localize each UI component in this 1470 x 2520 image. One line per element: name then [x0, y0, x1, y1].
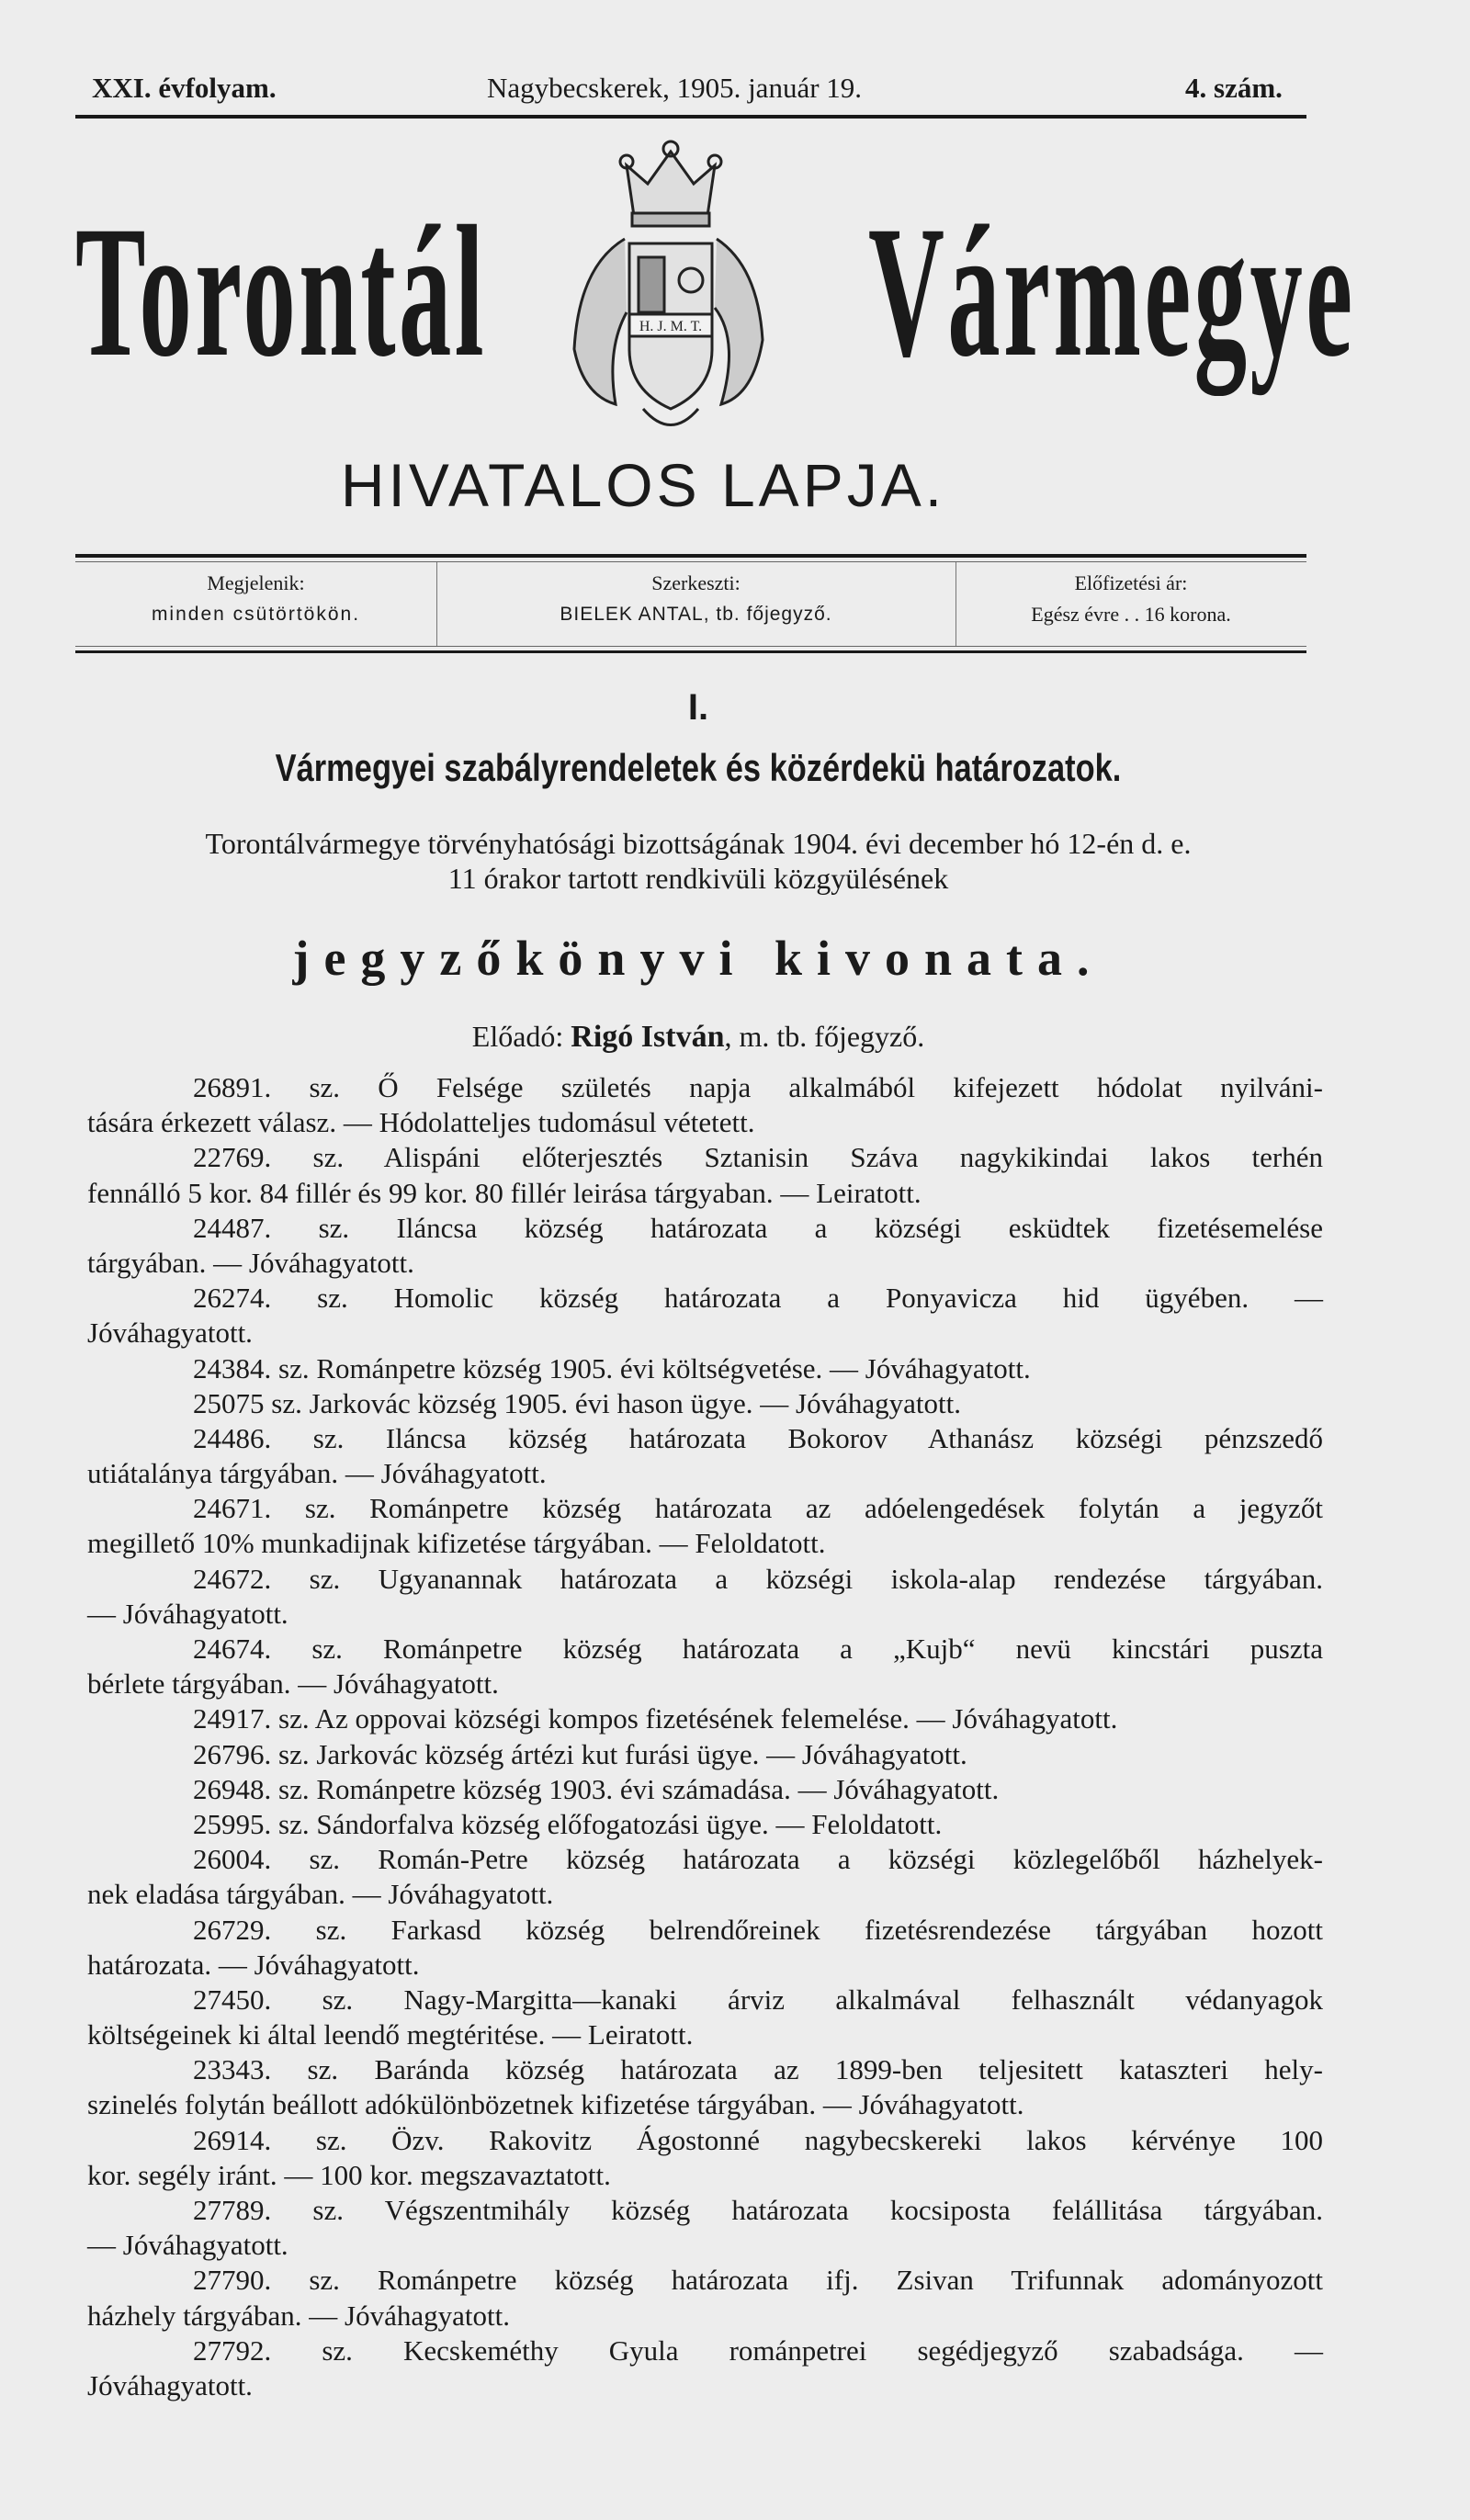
entry-line: tására érkezett válasz. — Hódolatteljes tudomásul vétetett. — [87, 1106, 755, 1139]
entry-line: 24671. sz. Románpetre község határozata az adóelengedések folytán a jegyzőt — [193, 1492, 1323, 1525]
entry — [87, 1737, 1323, 1772]
entry — [87, 1772, 1323, 1807]
entry — [87, 1983, 1323, 2052]
coat-of-arms-icon — [542, 129, 799, 441]
kivonat-heading: jegyzőkönyvi kivonata. — [292, 931, 1104, 986]
entry-line: 26796. sz. Jarkovác község ártézi kut furási ügye. — Jóváhagyatott. — [193, 1737, 967, 1770]
entry-line: 26274. sz. Homolic község határozata a Ponyavicza hid ügyében. — — [193, 1282, 1323, 1315]
issue-number: 4. szám. — [1185, 72, 1283, 104]
entry-line: 27792. sz. Kecskeméthy Gyula románpetrei segédjegyző szabadsága. — — [193, 2334, 1323, 2367]
entry — [87, 1491, 1323, 1561]
entry-line: 27450. sz. Nagy-Margitta—kanaki árviz alkalmával felhasznált védanyagok — [193, 1983, 1323, 2016]
frequency-value: minden csütörtökön. — [151, 604, 361, 625]
entry — [87, 1211, 1323, 1281]
entry — [87, 1701, 1323, 1736]
info-rule-top-thin — [75, 561, 1306, 562]
entry — [87, 2334, 1323, 2403]
place-date: Nagybecskerek, 1905. január 19. — [487, 72, 863, 104]
rapporteur — [0, 1020, 1433, 1055]
entry-line: szinelés folytán beállott adókülönbözetnek kifizetése tárgyában. — Jóváhagyatott. — [87, 2088, 1024, 2121]
info-rule-top — [75, 554, 1306, 558]
entry-line: költségeinek ki által leendő megtéritése. — Leiratott. — [87, 2018, 694, 2051]
info-rule-bottom-thin — [75, 646, 1306, 647]
section-heading: Vármegyei szabályrendeletek és közérdekü határozatok. — [275, 746, 1122, 789]
entry-line: 25075 sz. Jarkovác község 1905. évi hason ügye. — Jóváhagyatott. — [193, 1386, 961, 1419]
info-price — [956, 568, 1306, 643]
entry — [87, 1351, 1323, 1386]
title-left: Torontál — [75, 187, 487, 396]
entry-line: 24384. sz. Románpetre község 1905. évi költségvetése. — Jóváhagyatott. — [193, 1351, 1031, 1384]
entry — [87, 1421, 1323, 1491]
info-frequency — [75, 568, 436, 643]
intro-line-2: 11 órakor tartott rendkivüli közgyülésének — [447, 862, 949, 895]
entry-line: 22769. sz. Alispáni előterjesztés Sztanisin Száva nagykikindai lakos terhén — [193, 1141, 1323, 1174]
top-rule — [75, 115, 1306, 119]
intro-line-1: Torontálvármegye törvényhatósági bizottságának 1904. évi december hó 12-én d. e. — [205, 827, 1192, 860]
entry-line: határozata. — Jóváhagyatott. — [87, 1948, 420, 1981]
entry-line: házhely tárgyában. — Jóváhagyatott. — [87, 2299, 510, 2332]
title-right: Vármegye — [868, 187, 1356, 396]
entry-line: utiátalánya tárgyában. — Jóváhagyatott. — [87, 1457, 547, 1490]
entry — [87, 1386, 1323, 1421]
entry-line: — Jóváhagyatott. — [87, 1597, 288, 1630]
entry — [87, 1281, 1323, 1350]
rapporteur-name: Rigó István — [571, 1020, 725, 1054]
frequency-label: Megjelenik: — [207, 571, 305, 594]
entry-line: 26004. sz. Román-Petre község határozata a községi közlegelőből házhelyek- — [193, 1843, 1323, 1876]
rapporteur-label: Előadó: — [471, 1020, 564, 1053]
entry-line: megillető 10% munkadijnak kifizetése tárgyában. — Feloldatott. — [87, 1527, 826, 1560]
editor-value: BIELEK ANTAL, tb. főjegyző. — [560, 604, 832, 625]
entry-line: 24672. sz. Ugyanannak határozata a községi iskola-alap rendezése tárgyában. — [193, 1562, 1323, 1595]
info-editor — [436, 568, 956, 643]
entry — [87, 1842, 1323, 1912]
entry — [87, 1140, 1323, 1210]
coat-of-arms-text: H. J. M. T. — [639, 319, 703, 334]
entry — [87, 2193, 1323, 2263]
entry-line: Jóváhagyatott. — [87, 2368, 253, 2401]
entry — [87, 1807, 1323, 1842]
entry — [87, 1913, 1323, 1983]
entry-line: 26914. sz. Özv. Rakovitz Ágostonné nagybecskereki lakos kérvénye 100 — [193, 2123, 1323, 2156]
entry-line: 26729. sz. Farkasd község belrendőreinek fizetésrendezése tárgyában hozott — [193, 1913, 1323, 1946]
volume: XXI. évfolyam. — [92, 72, 277, 104]
entry — [87, 1070, 1323, 1140]
entry-line: nek eladása tárgyában. — Jóváhagyatott. — [87, 1878, 554, 1911]
entry-line: 24917. sz. Az oppovai községi kompos fizetésének felemelése. — Jóváhagyatott. — [193, 1702, 1118, 1735]
entry-line: — Jóváhagyatott. — [87, 2229, 288, 2262]
price-label: Előfizetési ár: — [1074, 571, 1188, 594]
section-number: I. — [687, 687, 709, 728]
entry — [87, 1562, 1323, 1632]
entry-line: 27789. sz. Végszentmihály község határozata kocsiposta felállitása tárgyában. — [193, 2194, 1323, 2226]
entry-line: 24486. sz. Iláncsa község határozata Bokorov Athanász községi pénzszedő — [193, 1421, 1323, 1454]
price-value: Egész évre . . 16 korona. — [1031, 603, 1231, 626]
entry-line: 23343. sz. Baránda község határozata az 1899-ben teljesitett kataszteri hely- — [193, 2053, 1323, 2086]
entry — [87, 2052, 1323, 2122]
entry-line: fennálló 5 kor. 84 fillér és 99 kor. 80 fillér leirása tárgyaban. — Leiratott. — [87, 1176, 922, 1209]
rapporteur-title: , m. tb. főjegyző. — [724, 1020, 925, 1053]
entries-list — [87, 1070, 1323, 2403]
entry-line: 25995. sz. Sándorfalva község előfogatozási ügye. — Feloldatott. — [193, 1807, 943, 1840]
entry-line: tárgyában. — Jóváhagyatott. — [87, 1246, 414, 1279]
entry — [87, 1632, 1323, 1701]
entry-line: 26891. sz. Ő Felsége születés napja alkalmából kifejezett hódolat nyilváni- — [193, 1071, 1323, 1103]
info-rule-bottom — [75, 650, 1306, 653]
editor-label: Szerkeszti: — [651, 571, 741, 594]
entry-line: kor. segély iránt. — 100 kor. megszavaztatott. — [87, 2158, 611, 2191]
entry-line: Jóváhagyatott. — [87, 1317, 253, 1350]
entry-line: 27790. sz. Románpetre község határozata ifj. Zsivan Trifunnak adományozott — [193, 2264, 1323, 2297]
entry-line: bérlete tárgyában. — Jóváhagyatott. — [87, 1667, 499, 1701]
entry-line: 24487. sz. Iláncsa község határozata a községi esküdtek fizetésemelése — [193, 1211, 1323, 1244]
entry-line: 26948. sz. Románpetre község 1903. évi számadása. — Jóváhagyatott. — [193, 1772, 1000, 1805]
subtitle: HIVATALOS LAPJA. — [340, 451, 946, 519]
entry — [87, 2263, 1323, 2333]
entry — [87, 2123, 1323, 2193]
entry-line: 24674. sz. Románpetre község határozata a „Kujb“ nevü kincstári puszta — [193, 1633, 1323, 1665]
